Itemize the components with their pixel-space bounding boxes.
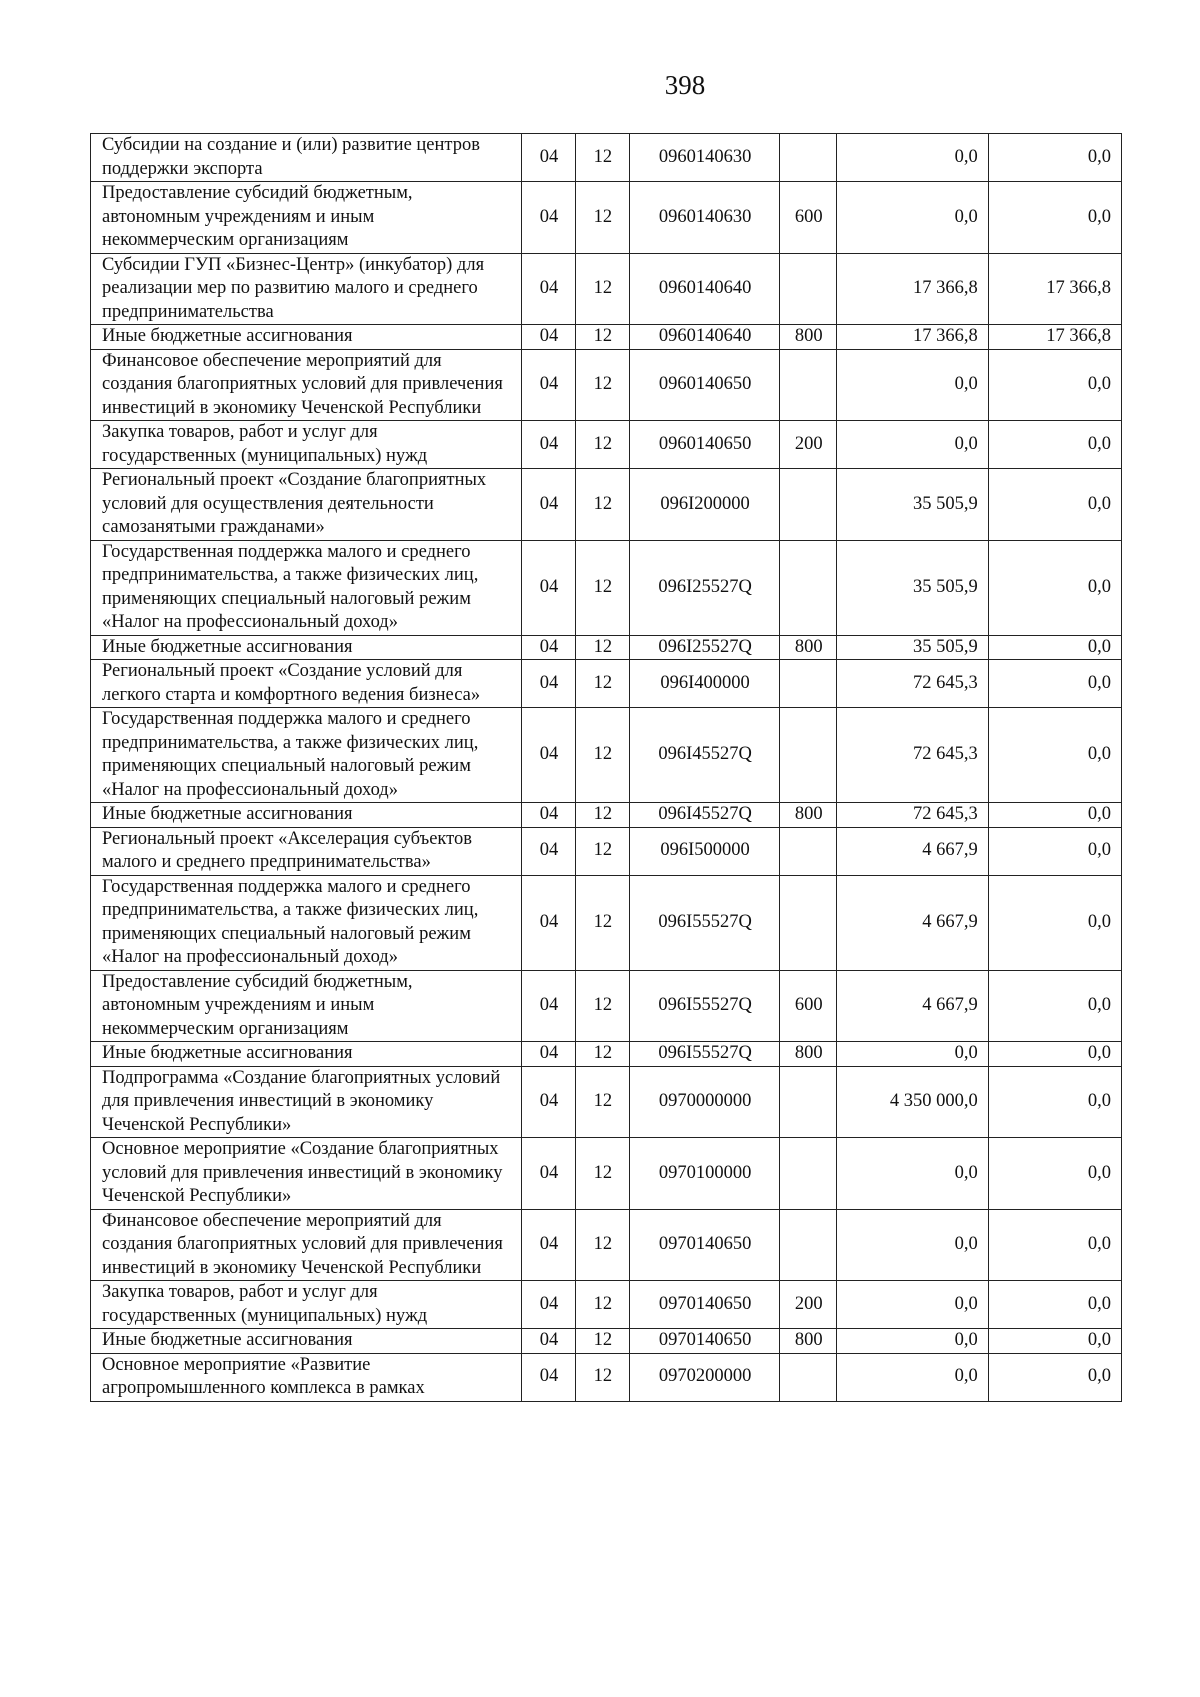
section-code-cell: 04	[522, 325, 576, 350]
section-code-cell: 04	[522, 1353, 576, 1401]
section-code-cell: 04	[522, 875, 576, 970]
amount-year1-cell: 72 645,3	[837, 803, 988, 828]
subsection-code-cell: 12	[575, 540, 629, 635]
target-article-cell: 0960140650	[629, 349, 779, 421]
subsection-code-cell: 12	[575, 1329, 629, 1354]
amount-year2-cell: 0,0	[988, 1066, 1121, 1138]
table-row	[91, 182, 1122, 254]
amount-year1-cell: 4 667,9	[837, 970, 988, 1042]
amount-year1-cell: 0,0	[837, 1209, 988, 1281]
target-article-cell: 0970000000	[629, 1066, 779, 1138]
amount-year2-cell: 0,0	[988, 1042, 1121, 1067]
subsection-code-cell: 12	[575, 134, 629, 182]
section-code-cell: 04	[522, 349, 576, 421]
item-name-cell: Основное мероприятие «Создание благоприятных условий для привлечения инвестиций в экономику Чеченской Республики»	[91, 1138, 522, 1210]
table-row	[91, 325, 1122, 350]
amount-year1-cell: 4 667,9	[837, 875, 988, 970]
amount-year2-cell: 0,0	[988, 1353, 1121, 1401]
expense-type-cell	[780, 469, 837, 541]
section-code-cell: 04	[522, 803, 576, 828]
item-name-cell: Государственная поддержка малого и среднего предпринимательства, а также физических лиц, применяющих специальный налоговый режим «Налог на профессиональный доход»	[91, 540, 522, 635]
amount-year2-cell: 0,0	[988, 421, 1121, 469]
section-code-cell: 04	[522, 1329, 576, 1354]
table-row	[91, 1329, 1122, 1354]
target-article-cell: 096I45527Q	[629, 708, 779, 803]
table-row	[91, 660, 1122, 708]
amount-year2-cell: 0,0	[988, 827, 1121, 875]
subsection-code-cell: 12	[575, 1281, 629, 1329]
target-article-cell: 0970200000	[629, 1353, 779, 1401]
amount-year2-cell: 17 366,8	[988, 325, 1121, 350]
item-name-cell: Региональный проект «Создание благоприятных условий для осуществления деятельности самозанятыми гражданами»	[91, 469, 522, 541]
table-row	[91, 349, 1122, 421]
item-name-cell: Предоставление субсидий бюджетным, автономным учреждениям и иным некоммерческим организациям	[91, 182, 522, 254]
amount-year1-cell: 0,0	[837, 1138, 988, 1210]
target-article-cell: 0970140650	[629, 1329, 779, 1354]
amount-year1-cell: 17 366,8	[837, 325, 988, 350]
target-article-cell: 0960140640	[629, 325, 779, 350]
amount-year2-cell: 0,0	[988, 1281, 1121, 1329]
table-row	[91, 708, 1122, 803]
table-row	[91, 1281, 1122, 1329]
expense-type-cell: 800	[780, 803, 837, 828]
section-code-cell: 04	[522, 540, 576, 635]
expense-type-cell	[780, 134, 837, 182]
table-row	[91, 253, 1122, 325]
subsection-code-cell: 12	[575, 827, 629, 875]
expense-type-cell	[780, 1209, 837, 1281]
amount-year1-cell: 0,0	[837, 182, 988, 254]
item-name-cell: Закупка товаров, работ и услуг для государственных (муниципальных) нужд	[91, 421, 522, 469]
amount-year1-cell: 0,0	[837, 1042, 988, 1067]
item-name-cell: Субсидии ГУП «Бизнес-Центр» (инкубатор) для реализации мер по развитию малого и среднего предпринимательства	[91, 253, 522, 325]
item-name-cell: Иные бюджетные ассигнования	[91, 1329, 522, 1354]
expense-type-cell	[780, 1353, 837, 1401]
item-name-cell: Государственная поддержка малого и среднего предпринимательства, а также физических лиц, применяющих специальный налоговый режим «Налог на профессиональный доход»	[91, 708, 522, 803]
target-article-cell: 0960140630	[629, 134, 779, 182]
table-row	[91, 827, 1122, 875]
expense-type-cell	[780, 540, 837, 635]
subsection-code-cell: 12	[575, 970, 629, 1042]
subsection-code-cell: 12	[575, 1042, 629, 1067]
table-row	[91, 803, 1122, 828]
subsection-code-cell: 12	[575, 325, 629, 350]
amount-year2-cell: 0,0	[988, 708, 1121, 803]
amount-year2-cell: 0,0	[988, 970, 1121, 1042]
amount-year2-cell: 0,0	[988, 469, 1121, 541]
expense-type-cell	[780, 1066, 837, 1138]
item-name-cell: Закупка товаров, работ и услуг для государственных (муниципальных) нужд	[91, 1281, 522, 1329]
amount-year1-cell: 4 667,9	[837, 827, 988, 875]
section-code-cell: 04	[522, 660, 576, 708]
expense-type-cell	[780, 253, 837, 325]
subsection-code-cell: 12	[575, 660, 629, 708]
target-article-cell: 0970140650	[629, 1209, 779, 1281]
amount-year2-cell: 0,0	[988, 875, 1121, 970]
section-code-cell: 04	[522, 253, 576, 325]
item-name-cell: Иные бюджетные ассигнования	[91, 1042, 522, 1067]
subsection-code-cell: 12	[575, 635, 629, 660]
amount-year2-cell: 0,0	[988, 1329, 1121, 1354]
expense-type-cell	[780, 875, 837, 970]
table-row	[91, 1353, 1122, 1401]
expense-type-cell	[780, 827, 837, 875]
target-article-cell: 096I45527Q	[629, 803, 779, 828]
subsection-code-cell: 12	[575, 349, 629, 421]
target-article-cell: 096I200000	[629, 469, 779, 541]
amount-year1-cell: 0,0	[837, 1353, 988, 1401]
target-article-cell: 0970140650	[629, 1281, 779, 1329]
table-row	[91, 1042, 1122, 1067]
target-article-cell: 096I500000	[629, 827, 779, 875]
item-name-cell: Государственная поддержка малого и среднего предпринимательства, а также физических лиц, применяющих специальный налоговый режим «Налог на профессиональный доход»	[91, 875, 522, 970]
subsection-code-cell: 12	[575, 1066, 629, 1138]
amount-year2-cell: 0,0	[988, 349, 1121, 421]
item-name-cell: Иные бюджетные ассигнования	[91, 803, 522, 828]
table-row	[91, 875, 1122, 970]
table-row	[91, 970, 1122, 1042]
target-article-cell: 096I25527Q	[629, 635, 779, 660]
expense-type-cell	[780, 708, 837, 803]
section-code-cell: 04	[522, 134, 576, 182]
expense-type-cell: 800	[780, 325, 837, 350]
amount-year1-cell: 0,0	[837, 1329, 988, 1354]
amount-year1-cell: 35 505,9	[837, 635, 988, 660]
target-article-cell: 096I55527Q	[629, 875, 779, 970]
subsection-code-cell: 12	[575, 803, 629, 828]
target-article-cell: 0960140640	[629, 253, 779, 325]
expense-type-cell: 600	[780, 182, 837, 254]
table-row	[91, 134, 1122, 182]
section-code-cell: 04	[522, 1138, 576, 1210]
amount-year2-cell: 0,0	[988, 635, 1121, 660]
target-article-cell: 0960140630	[629, 182, 779, 254]
section-code-cell: 04	[522, 635, 576, 660]
section-code-cell: 04	[522, 1066, 576, 1138]
item-name-cell: Иные бюджетные ассигнования	[91, 635, 522, 660]
amount-year2-cell: 0,0	[988, 1209, 1121, 1281]
section-code-cell: 04	[522, 421, 576, 469]
amount-year2-cell: 17 366,8	[988, 253, 1121, 325]
section-code-cell: 04	[522, 708, 576, 803]
target-article-cell: 096I55527Q	[629, 970, 779, 1042]
section-code-cell: 04	[522, 1209, 576, 1281]
section-code-cell: 04	[522, 827, 576, 875]
expense-type-cell	[780, 660, 837, 708]
table-row	[91, 635, 1122, 660]
item-name-cell: Субсидии на создание и (или) развитие центров поддержки экспорта	[91, 134, 522, 182]
expense-type-cell: 200	[780, 1281, 837, 1329]
amount-year1-cell: 72 645,3	[837, 660, 988, 708]
table-row	[91, 469, 1122, 541]
amount-year2-cell: 0,0	[988, 182, 1121, 254]
item-name-cell: Предоставление субсидий бюджетным, автономным учреждениям и иным некоммерческим организациям	[91, 970, 522, 1042]
item-name-cell: Региональный проект «Создание условий для легкого старта и комфортного ведения бизнеса»	[91, 660, 522, 708]
expense-type-cell: 800	[780, 1042, 837, 1067]
table-row	[91, 1066, 1122, 1138]
amount-year1-cell: 72 645,3	[837, 708, 988, 803]
section-code-cell: 04	[522, 1281, 576, 1329]
subsection-code-cell: 12	[575, 253, 629, 325]
target-article-cell: 096I55527Q	[629, 1042, 779, 1067]
expense-type-cell: 200	[780, 421, 837, 469]
item-name-cell: Финансовое обеспечение мероприятий для создания благоприятных условий для привлечения инвестиций в экономику Чеченской Республики	[91, 1209, 522, 1281]
amount-year1-cell: 0,0	[837, 421, 988, 469]
expense-type-cell: 800	[780, 1329, 837, 1354]
subsection-code-cell: 12	[575, 1353, 629, 1401]
table-row	[91, 421, 1122, 469]
amount-year1-cell: 35 505,9	[837, 469, 988, 541]
amount-year1-cell: 35 505,9	[837, 540, 988, 635]
budget-table-body	[91, 134, 1122, 1402]
subsection-code-cell: 12	[575, 421, 629, 469]
section-code-cell: 04	[522, 1042, 576, 1067]
expense-type-cell	[780, 349, 837, 421]
amount-year1-cell: 0,0	[837, 1281, 988, 1329]
target-article-cell: 096I400000	[629, 660, 779, 708]
target-article-cell: 0960140650	[629, 421, 779, 469]
item-name-cell: Иные бюджетные ассигнования	[91, 325, 522, 350]
amount-year2-cell: 0,0	[988, 540, 1121, 635]
amount-year1-cell: 0,0	[837, 134, 988, 182]
amount-year2-cell: 0,0	[988, 1138, 1121, 1210]
page-number: 398	[664, 70, 706, 100]
subsection-code-cell: 12	[575, 875, 629, 970]
table-row	[91, 1138, 1122, 1210]
section-code-cell: 04	[522, 970, 576, 1042]
amount-year2-cell: 0,0	[988, 660, 1121, 708]
expense-type-cell	[780, 1138, 837, 1210]
subsection-code-cell: 12	[575, 708, 629, 803]
amount-year2-cell: 0,0	[988, 134, 1121, 182]
subsection-code-cell: 12	[575, 182, 629, 254]
item-name-cell: Финансовое обеспечение мероприятий для создания благоприятных условий для привлечения инвестиций в экономику Чеченской Республики	[91, 349, 522, 421]
amount-year1-cell: 4 350 000,0	[837, 1066, 988, 1138]
item-name-cell: Основное мероприятие «Развитие агропромышленного комплекса в рамках	[91, 1353, 522, 1401]
amount-year1-cell: 0,0	[837, 349, 988, 421]
budget-table	[90, 133, 1122, 1402]
item-name-cell: Подпрограмма «Создание благоприятных условий для привлечения инвестиций в экономику Чеченской Республики»	[91, 1066, 522, 1138]
subsection-code-cell: 12	[575, 469, 629, 541]
expense-type-cell: 800	[780, 635, 837, 660]
item-name-cell: Региональный проект «Акселерация субъектов малого и среднего предпринимательства»	[91, 827, 522, 875]
section-code-cell: 04	[522, 182, 576, 254]
amount-year1-cell: 17 366,8	[837, 253, 988, 325]
amount-year2-cell: 0,0	[988, 803, 1121, 828]
subsection-code-cell: 12	[575, 1138, 629, 1210]
expense-type-cell: 600	[780, 970, 837, 1042]
target-article-cell: 0970100000	[629, 1138, 779, 1210]
target-article-cell: 096I25527Q	[629, 540, 779, 635]
section-code-cell: 04	[522, 469, 576, 541]
table-row	[91, 1209, 1122, 1281]
table-row	[91, 540, 1122, 635]
subsection-code-cell: 12	[575, 1209, 629, 1281]
